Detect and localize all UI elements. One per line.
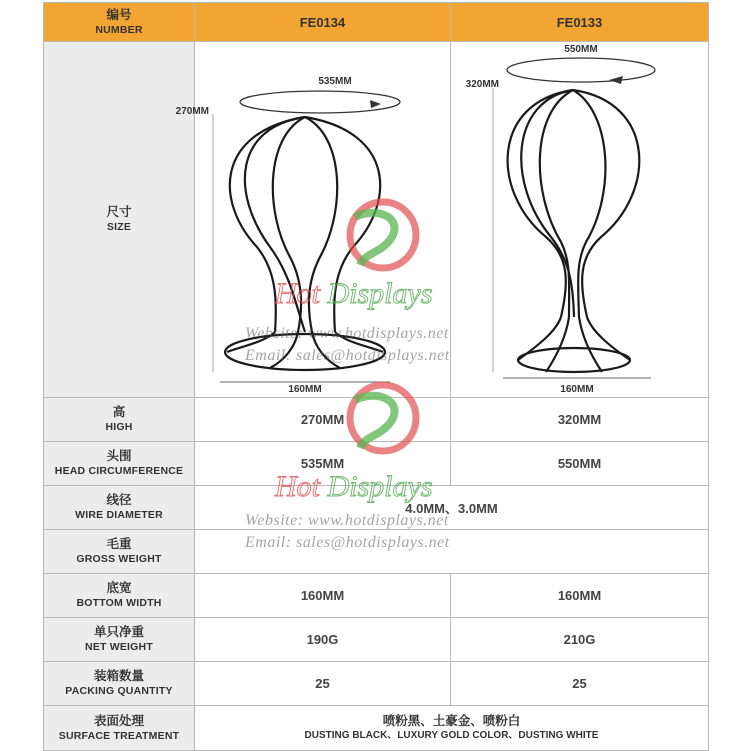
model-b-height-label: 320MM — [465, 79, 499, 90]
row-label-cell — [44, 706, 195, 751]
row-label-en: HIGH — [105, 421, 133, 433]
model-b-wire-frame — [508, 90, 640, 372]
model-a-header: FE0134 — [195, 3, 451, 42]
spec-row-high — [44, 398, 709, 442]
spec-row-gross-weight — [44, 530, 709, 574]
model-a-height-label: 270MM — [175, 106, 209, 117]
row-label-cell — [44, 618, 195, 662]
model-b-circumference-label: 550MM — [564, 44, 598, 55]
row-label-cell — [44, 442, 195, 486]
header-row — [44, 3, 709, 42]
watermark-email: Email: sales@hotdisplays.net — [245, 534, 450, 551]
spec-row-wire-diameter — [44, 486, 709, 530]
watermark-brand-b: Displays — [327, 470, 433, 503]
model-a-value: 270MM — [195, 398, 451, 442]
model-a-circumference-label: 535MM — [318, 76, 352, 87]
model-a-arrow-icon — [370, 100, 381, 108]
surface-treatment-en: DUSTING BLACK、LUXURY GOLD COLOR、DUSTING WHITE — [304, 730, 599, 741]
watermark-email: Email: sales@hotdisplays.net — [245, 347, 450, 364]
model-b-value: 320MM — [451, 398, 709, 442]
model-b-drawing-cell — [451, 42, 709, 398]
model-a-drawing-cell — [175, 42, 451, 398]
size-label-cell — [44, 42, 195, 398]
size-label-cn: 尺寸 — [106, 205, 132, 219]
size-row — [44, 42, 709, 398]
model-a-wire-frame — [225, 117, 385, 370]
row-label-en: BOTTOM WIDTH — [76, 597, 162, 609]
row-label-cn: 装箱数量 — [93, 669, 144, 683]
model-a-stand-drawing — [175, 42, 451, 397]
model-b-arrow-icon — [609, 76, 623, 84]
header-label-cn: 编号 — [106, 7, 132, 22]
watermark-brand-a: Hot — [275, 470, 328, 503]
merged-value: 4.0MM、3.0MM — [195, 486, 709, 530]
model-a-circumference-ring — [240, 91, 400, 113]
model-b-value: 25 — [451, 662, 709, 706]
header-label-cell — [44, 3, 195, 42]
model-b-value: 210G — [451, 618, 709, 662]
watermark-website: Website: www.hotdisplays.net — [245, 512, 449, 529]
spec-row-net-weight — [44, 618, 709, 662]
model-a-value: 160MM — [195, 574, 451, 618]
model-b-base-label: 160MM — [560, 384, 594, 395]
row-label-cn: 头围 — [106, 449, 132, 463]
spec-row-bottom-width — [44, 574, 709, 618]
row-label-cn: 单只净重 — [93, 625, 144, 639]
row-label-cn: 线径 — [106, 493, 132, 507]
row-label-cell — [44, 398, 195, 442]
row-label-en: SURFACE TREATMENT — [58, 729, 180, 742]
row-label-cn: 高 — [112, 405, 126, 419]
header-label-en: NUMBER — [95, 23, 143, 36]
model-b-stand-drawing — [451, 42, 709, 397]
merged-value-cell — [195, 706, 709, 751]
row-label-en: WIRE DIAMETER — [75, 509, 163, 521]
model-b-circumference-ring — [507, 58, 655, 82]
model-b-value: 160MM — [451, 574, 709, 618]
row-label-en: NET WEIGHT — [85, 641, 153, 653]
spec-row-packing-quantity — [44, 662, 709, 706]
row-label-cn: 毛重 — [106, 537, 132, 551]
row-label-en: HEAD CIRCUMFERENCE — [54, 465, 184, 477]
model-b-value: 550MM — [451, 442, 709, 486]
row-label-en: PACKING QUANTITY — [65, 685, 173, 697]
row-label-cell — [44, 530, 195, 574]
spec-row-head-circumference — [44, 442, 709, 486]
watermark-website: Website: www.hotdisplays.net — [245, 325, 449, 342]
spec-table — [43, 2, 709, 751]
model-a-value: 535MM — [195, 442, 451, 486]
row-label-cell — [44, 486, 195, 530]
size-label-en: SIZE — [106, 221, 132, 233]
model-a-base-label: 160MM — [288, 384, 322, 395]
model-a-value: 190G — [195, 618, 451, 662]
surface-treatment-cn: 喷粉黑、土豪金、喷粉白 — [382, 714, 521, 728]
spec-row-surface-treatment — [44, 706, 709, 751]
row-label-cn: 底宽 — [106, 581, 132, 595]
row-label-cell — [44, 662, 195, 706]
merged-value — [195, 530, 709, 574]
model-a-value: 25 — [195, 662, 451, 706]
model-b-header: FE0133 — [451, 3, 709, 42]
row-label-en: GROSS WEIGHT — [76, 553, 162, 565]
row-label-cell — [44, 574, 195, 618]
row-label-cn: 表面处理 — [93, 713, 144, 728]
